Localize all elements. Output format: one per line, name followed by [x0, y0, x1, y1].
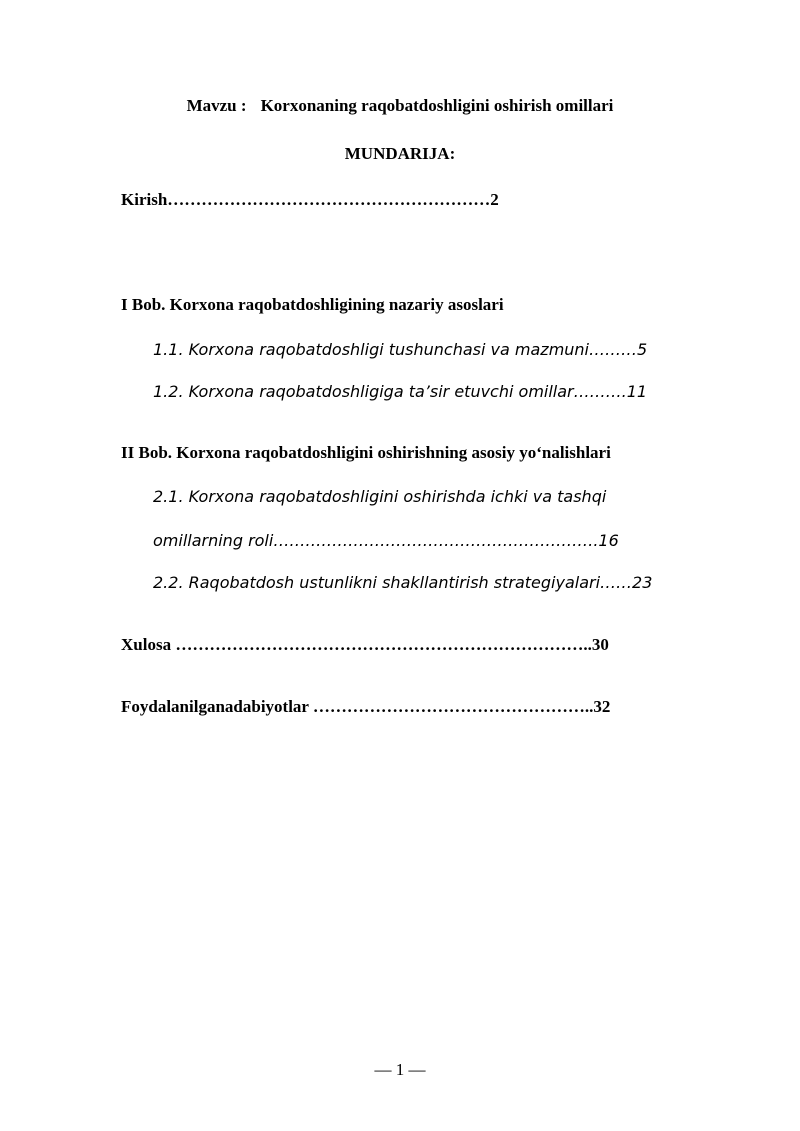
toc-item-2-1-line-2: omillarning roli…………………………………………………….16: [153, 531, 619, 550]
page-title: [0, 96, 800, 116]
toc-chapter-2: II Bob. Korxona raqobatdoshligini oshirishning asosiy yo‘nalishlari: [121, 443, 611, 462]
toc-conclusion: Xulosa ………………………………………………………………..30: [121, 635, 609, 654]
toc-references: Foydalanilganadabiyotlar …………………………………………..32: [121, 697, 611, 716]
topic-label: Mavzu :: [186, 96, 247, 115]
toc-chapter-1: I Bob. Korxona raqobatdoshligining nazariy asoslari: [121, 295, 504, 314]
topic-text: Korxonaning raqobatdoshligini oshirish omillari: [260, 96, 614, 115]
toc-item-1-1: 1.1. Korxona raqobatdoshligi tushunchasi va mazmuni………5: [153, 340, 648, 359]
toc-item-2-1-line-1: 2.1. Korxona raqobatdoshligini oshirishda ichki va tashqi: [153, 487, 607, 506]
contents-heading: MUNDARIJA:: [344, 144, 456, 163]
page-number: — 1 —: [374, 1060, 426, 1079]
toc-item-2-2: 2.2. Raqobatdosh ustunlikni shakllantirish strategiyalari……23: [153, 573, 653, 592]
toc-intro: Kirish…………………………………………………2: [121, 190, 499, 209]
toc-item-1-2: 1.2. Korxona raqobatdoshligiga ta’sir etuvchi omillar……….11: [153, 382, 648, 401]
